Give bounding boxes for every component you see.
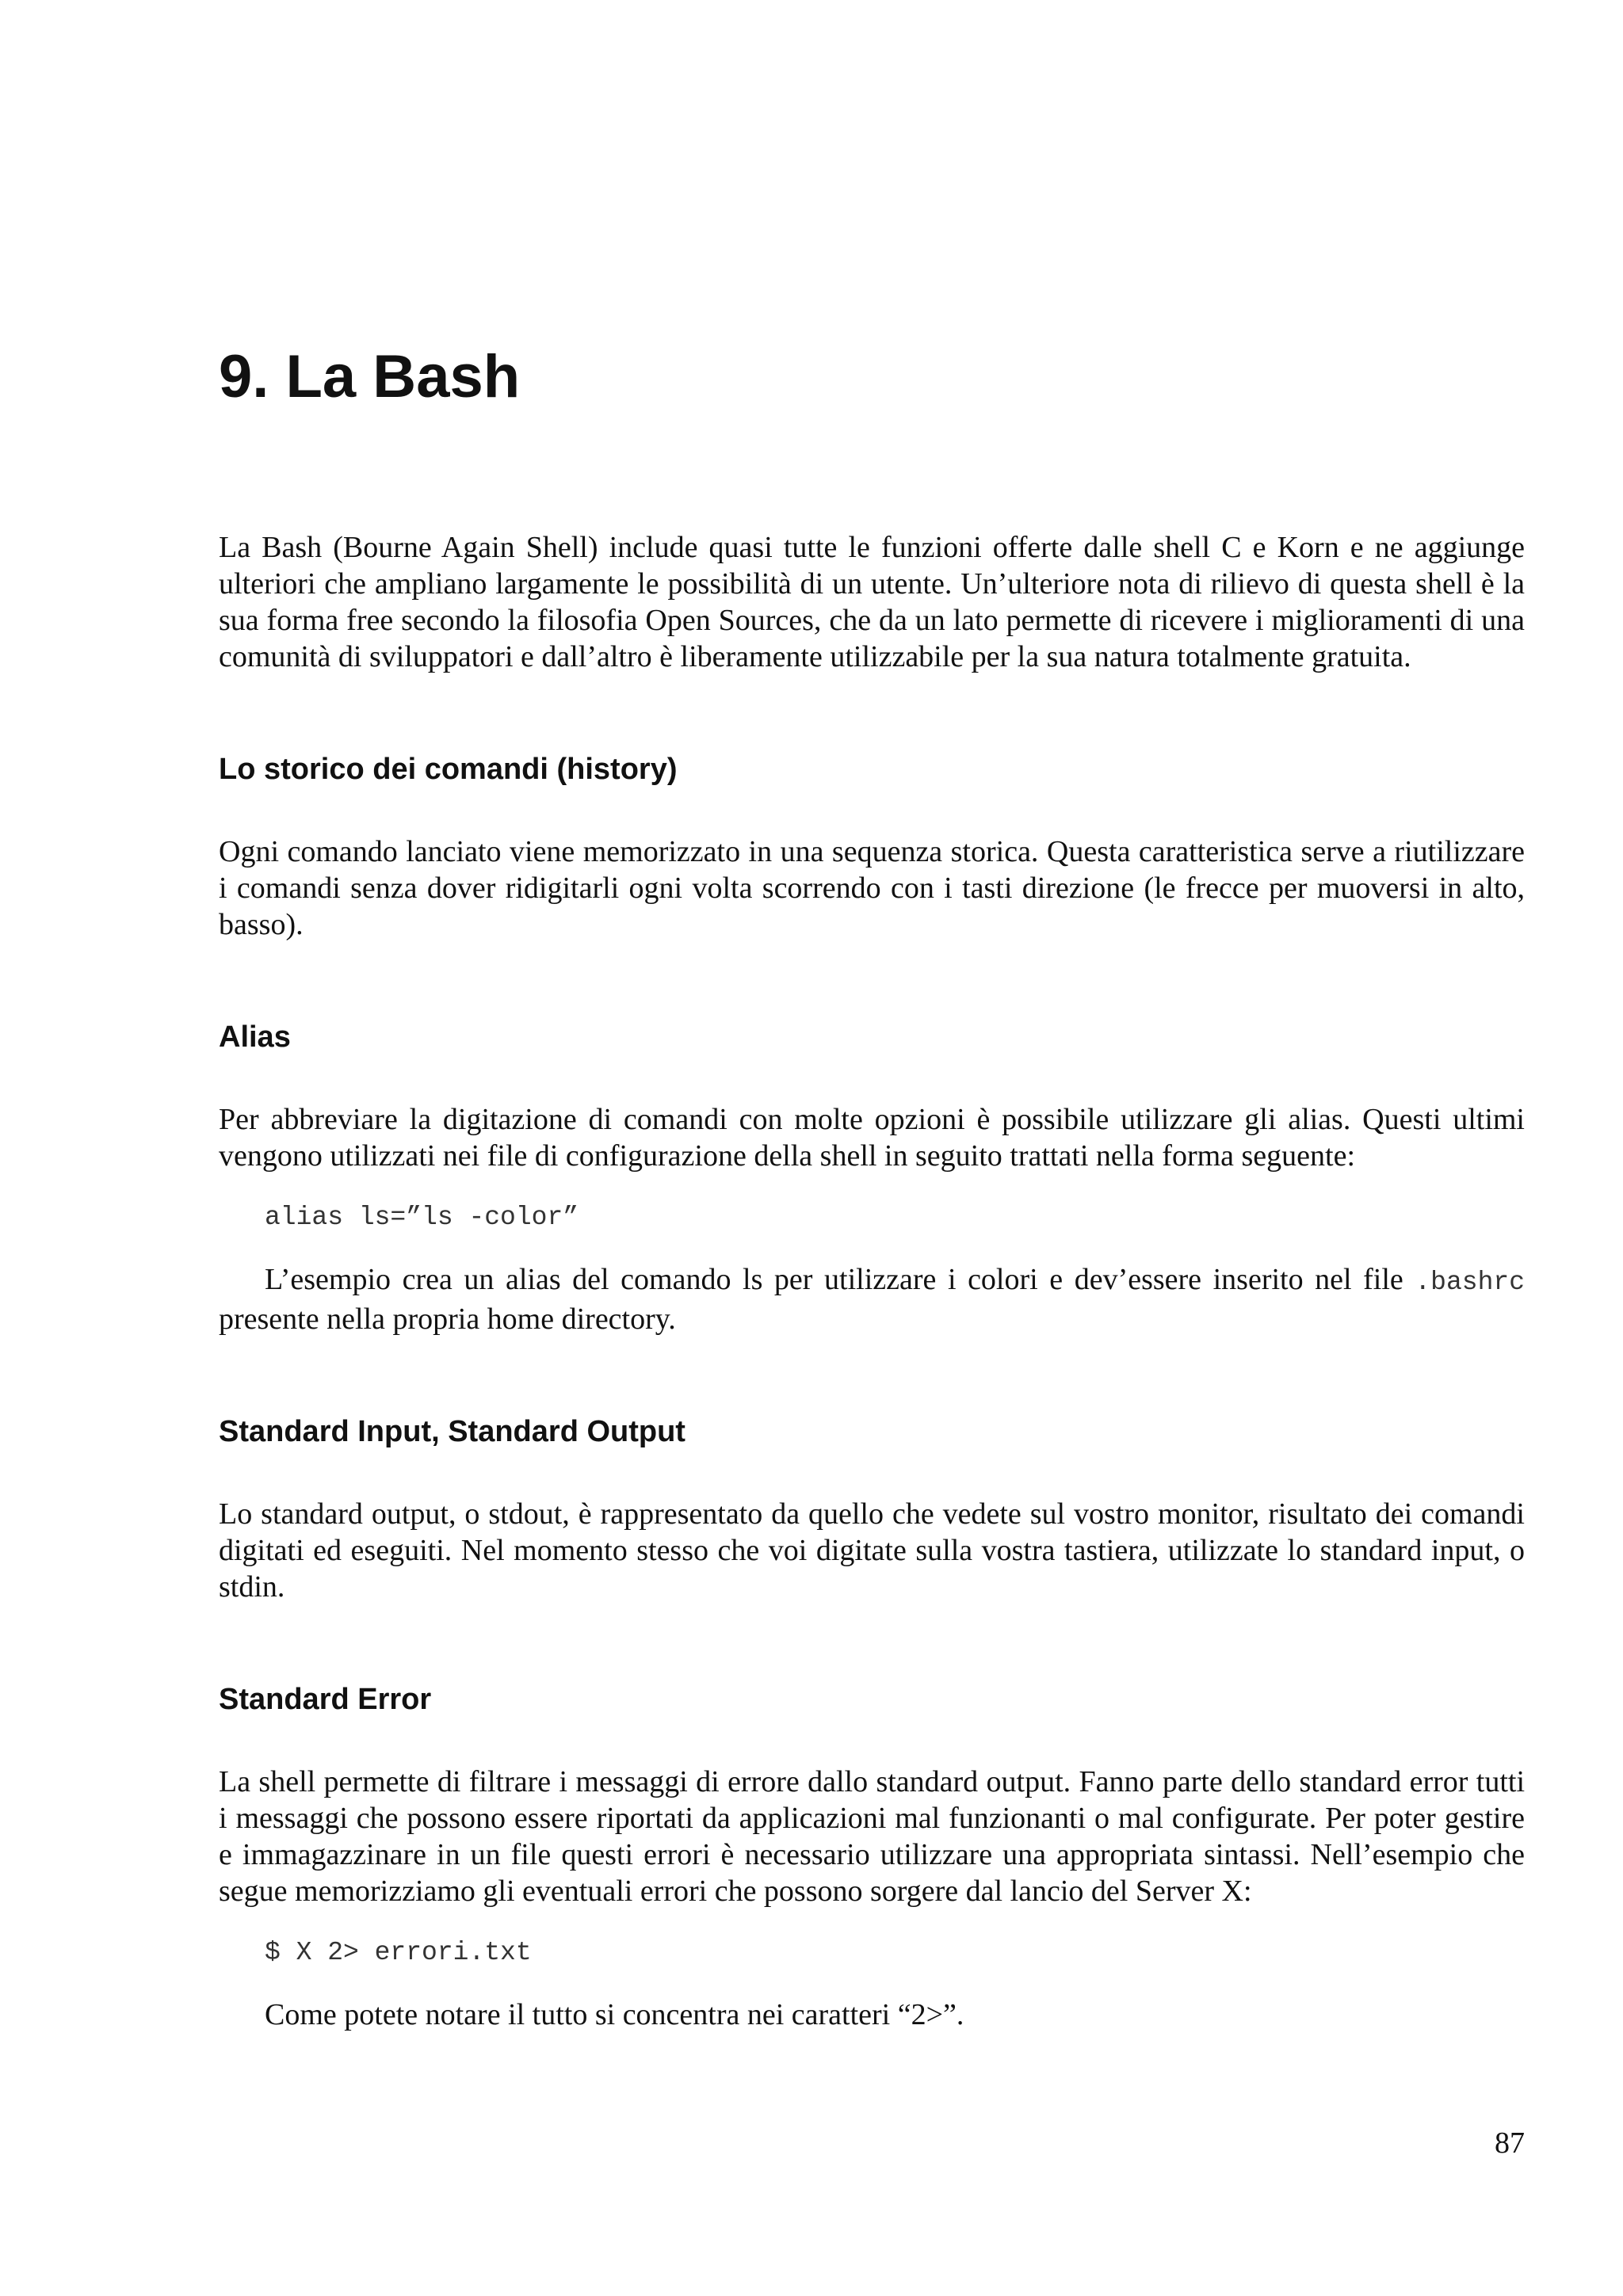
alias-note-text-end: presente nella propria home directory. bbox=[219, 1302, 676, 1336]
stderr-code-example: $ X 2> errori.txt bbox=[265, 1938, 532, 1967]
page-number: 87 bbox=[1495, 2126, 1525, 2160]
stderr-heading: Standard Error bbox=[219, 1683, 432, 1716]
stderr-paragraph: La shell permette di filtrare i messaggi di errore dallo standard output. Fanno parte dello standard error tutti i messaggi che possono essere riportati da applicazioni mal funzionanti o mal configurate. Per poter gestire e immagazzinare in un file questi errori è necessario utilizzare una appropriata sintassi. Nell’esempio che segue memorizziamo gli eventuali errori che possono sorgere dal lancio del Server X: bbox=[219, 1765, 1525, 1908]
bashrc-filename: .bashrc bbox=[1415, 1268, 1525, 1297]
alias-heading: Alias bbox=[219, 1020, 291, 1054]
alias-paragraph: Per abbreviare la digitazione di comandi con molte opzioni è possibile utilizzare gli alias. Questi ultimi vengono utilizzati nei file di configurazione della shell in seguito trattati nella forma seguente: bbox=[219, 1103, 1525, 1173]
document-page bbox=[219, 0, 1525, 2296]
alias-note-paragraph bbox=[219, 1261, 1525, 1337]
stdio-paragraph: Lo standard output, o stdout, è rappresentato da quello che vedete sul vostro monitor, risultato dei comandi digitati ed eseguiti. Nel momento stesso che voi digitate sulla vostra tastiera, utilizzate lo standard input, o stdin. bbox=[219, 1497, 1525, 1604]
stdio-heading: Standard Input, Standard Output bbox=[219, 1415, 685, 1448]
stderr-note-paragraph: Come potete notare il tutto si concentra nei caratteri “2>”. bbox=[265, 1998, 964, 2031]
alias-code-example: alias ls=”ls -color” bbox=[265, 1203, 579, 1232]
chapter-title: 9. La Bash bbox=[219, 343, 521, 410]
history-paragraph: Ogni comando lanciato viene memorizzato in una sequenza storica. Questa caratteristica serve a riutilizzare i comandi senza dover ridigitarli ogni volta scorrendo con i tasti direzione (le frecce per muoversi in alto, basso). bbox=[219, 835, 1525, 941]
history-heading: Lo storico dei comandi (history) bbox=[219, 753, 678, 786]
intro-paragraph: La Bash (Bourne Again Shell) include quasi tutte le funzioni offerte dalle shell C e Korn e ne aggiunge ulteriori che ampliano largamente le possibilità di un utente. Un’ulteriore nota di rilievo di questa shell è la sua forma free secondo la filosofia Open Sources, che da un lato permette di ricevere i miglioramenti di una comunità di sviluppatori e dall’altro è liberamente utilizzabile per la sua natura totalmente gratuita. bbox=[219, 531, 1525, 673]
alias-note-text: L’esempio crea un alias del comando ls per utilizzare i colori e dev’essere inserito nel file bbox=[265, 1263, 1415, 1296]
page-content bbox=[219, 529, 1525, 2033]
